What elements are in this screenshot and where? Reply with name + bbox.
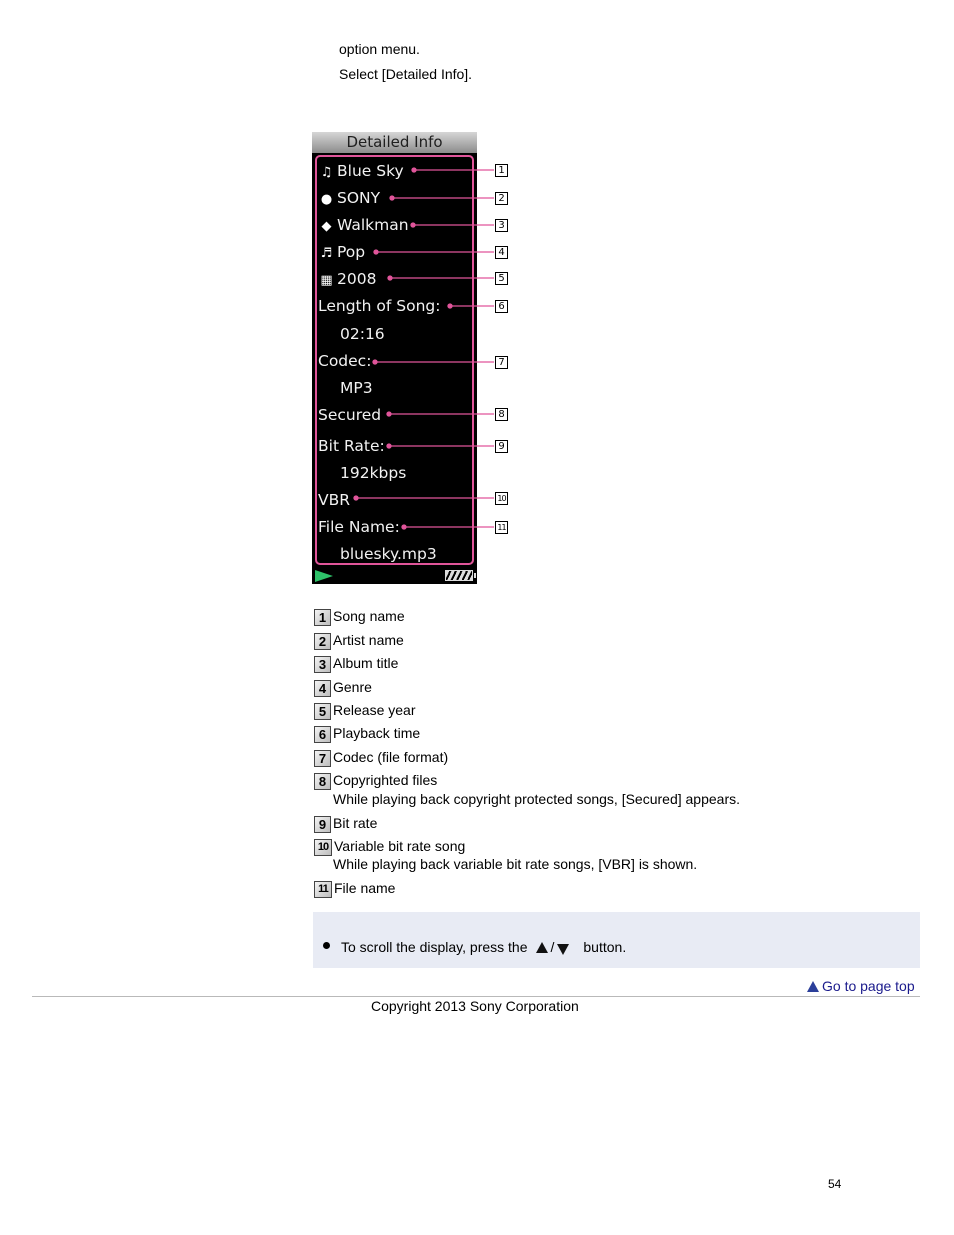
legend-label: Copyrighted files	[333, 772, 438, 788]
legend-item-10	[314, 838, 698, 872]
screen-row-length-label: Length of Song:	[318, 297, 441, 315]
legend-number-badge: 4	[314, 680, 331, 697]
screen-row-text: 2008	[337, 270, 377, 288]
hint-text	[341, 939, 626, 955]
screen-row-artist	[319, 188, 380, 210]
legend-item-1	[314, 608, 405, 626]
callout-3: 3	[495, 219, 508, 232]
genre-icon: ♬	[320, 246, 333, 261]
copyright-text: Copyright 2013 Sony Corporation	[371, 998, 579, 1014]
note-icon: ♫	[320, 165, 333, 180]
down-arrow-icon	[557, 944, 569, 955]
legend-note: While playing back copyright protected songs, [Secured] appears.	[333, 791, 741, 807]
callout-8: 8	[495, 408, 508, 421]
legend-label: Artist name	[333, 632, 404, 648]
screen-row-year	[319, 269, 376, 291]
screen-row-text: Walkman	[337, 216, 409, 234]
artist-icon: ●	[320, 192, 333, 207]
screen-row-bitrate-value: 192kbps	[340, 464, 407, 482]
legend-number-badge: 3	[314, 656, 331, 673]
hint-text-before: To scroll the display, press the	[341, 939, 528, 955]
legend-label: Album title	[333, 655, 399, 671]
legend-number-badge: 5	[314, 703, 331, 720]
callout-2: 2	[495, 192, 508, 205]
legend-number-badge: 10	[314, 839, 332, 856]
legend-item-2	[314, 632, 404, 650]
bullet-icon	[323, 942, 330, 949]
legend-label: Release year	[333, 702, 416, 718]
legend-item-4	[314, 679, 372, 697]
legend-item-6	[314, 725, 420, 743]
screen-row-genre	[319, 242, 365, 264]
legend-number-badge: 7	[314, 750, 331, 767]
intro-line-option-menu: option menu.	[339, 41, 420, 57]
album-icon: ◆	[321, 219, 332, 234]
legend-item-8	[314, 772, 741, 807]
legend-label: File name	[334, 880, 396, 896]
legend-item-3	[314, 655, 398, 673]
callout-5: 5	[495, 272, 508, 285]
screen-row-song	[319, 161, 404, 183]
page-number: 54	[828, 1177, 842, 1191]
hint-separator: /	[550, 939, 555, 955]
calendar-icon: ▦	[320, 273, 333, 288]
screen-row-text: Pop	[337, 243, 366, 261]
legend-label: Variable bit rate song	[334, 838, 466, 854]
screen-row-codec-label: Codec:	[318, 352, 372, 370]
legend-label: Playback time	[333, 725, 421, 741]
legend-item-7	[314, 749, 448, 767]
go-to-page-top-label: Go to page top	[822, 978, 915, 994]
up-arrow-icon	[536, 942, 548, 953]
legend-number-badge: 1	[314, 609, 331, 626]
legend-number-badge: 2	[314, 633, 331, 650]
screen-row-vbr: VBR	[318, 491, 351, 509]
legend-number-badge: 8	[314, 773, 331, 790]
screen-row-filename-value: bluesky.mp3	[340, 545, 437, 563]
legend-label: Genre	[333, 679, 372, 695]
screen-row-codec-value: MP3	[340, 379, 373, 397]
callout-4: 4	[495, 246, 508, 259]
legend-item-11	[314, 880, 395, 898]
callout-9: 9	[495, 440, 508, 453]
hint-box	[313, 912, 920, 968]
callout-10: 10	[495, 492, 508, 505]
legend-label: Bit rate	[333, 815, 378, 831]
legend-item-9	[314, 815, 377, 833]
go-to-page-top-link[interactable]	[807, 978, 915, 994]
legend-number-badge: 11	[314, 881, 332, 898]
screen-row-secured: Secured	[318, 406, 382, 424]
screen-row-length-value: 02:16	[340, 325, 385, 343]
screen-row-filename-label: File Name:	[318, 518, 400, 536]
legend-item-5	[314, 702, 416, 720]
legend-number-badge: 9	[314, 816, 331, 833]
battery-icon	[445, 570, 473, 581]
footer-divider	[32, 996, 920, 997]
legend-label: Song name	[333, 608, 405, 624]
callout-7: 7	[495, 356, 508, 369]
screen-row-text: Blue Sky	[337, 162, 404, 180]
hint-text-after: button.	[583, 939, 627, 955]
screen-title: Detailed Info	[312, 132, 477, 153]
legend-label: Codec (file format)	[333, 749, 449, 765]
detailed-info-screen	[312, 132, 477, 584]
play-icon	[315, 570, 333, 582]
callout-11: 11	[495, 521, 508, 534]
intro-line-select-detailed-info: Select [Detailed Info].	[339, 66, 473, 82]
legend-number-badge: 6	[314, 726, 331, 743]
callout-1: 1	[495, 164, 508, 177]
screen-row-bitrate-label: Bit Rate:	[318, 437, 385, 455]
screen-row-text: SONY	[337, 189, 381, 207]
page-top-arrow-icon	[807, 981, 819, 992]
screen-row-album	[319, 215, 409, 237]
legend-note: While playing back variable bit rate songs, [VBR] is shown.	[333, 856, 698, 872]
callout-6: 6	[495, 300, 508, 313]
